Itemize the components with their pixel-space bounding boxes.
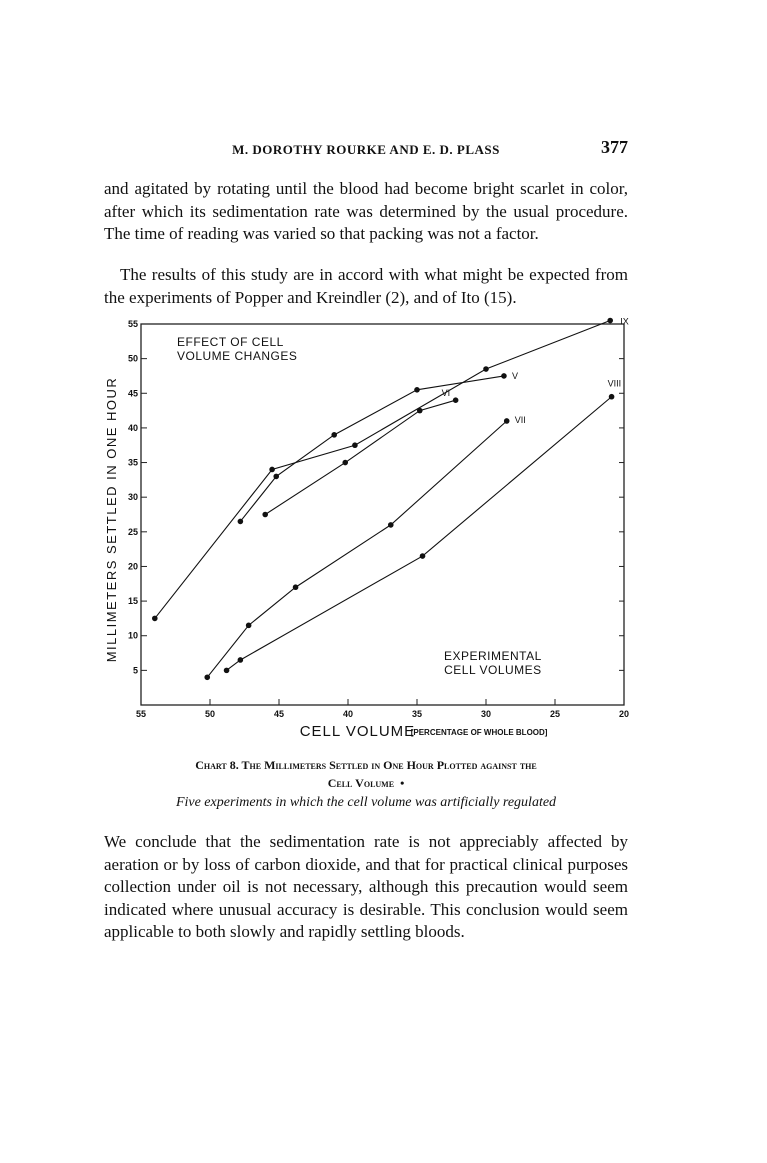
data-point [388, 522, 394, 528]
page-header [104, 137, 628, 163]
y-tick-label: 25 [127, 526, 138, 537]
data-point [293, 584, 299, 590]
x-tick-label: 40 [342, 709, 354, 719]
series-label-vi: VI [441, 388, 451, 399]
caption-line-2: Cell Volume [327, 776, 395, 790]
data-point [417, 408, 423, 414]
paragraph-3: We conclude that the sedimentation rate is not appreciably affected by aeration or by loss of carbon dioxide, and that for practical clinical purposes collection under oil is not necessary, although this precaution would seem indicated where unusual accuracy is desirable. This conclusion would seem applicable to both slowly and rapidly settling bloods. [104, 832, 628, 941]
y-tick-label: 20 [127, 561, 138, 572]
annotation-top-line: VOLUME CHANGES [177, 349, 298, 363]
x-tick-label: 55 [135, 709, 147, 719]
data-point [609, 394, 615, 400]
data-point [262, 512, 268, 518]
y-axis-label: MILLIMETERS SETTLED IN ONE HOUR [104, 376, 119, 663]
paragraph-2: The results of this study are in accord with what might be expected from the experiments of Popper and Kreindler (2), and of Ito (15). [104, 265, 628, 307]
data-point [420, 553, 426, 559]
paragraph-1: and agitated by rotating until the blood had become bright scarlet in color, after which its sedimentation rate was determined by the usual procedure. The time of reading was varied so that packing was not a factor. [104, 179, 628, 243]
y-tick-label: 55 [127, 319, 138, 329]
y-tick-label: 50 [127, 353, 138, 364]
series-label-viii: VIII [607, 378, 622, 389]
series-label-ix: IX [620, 316, 629, 327]
x-tick-label: 25 [549, 709, 561, 719]
series-line-vii [207, 421, 506, 677]
x-tick-label: 20 [618, 709, 630, 719]
data-point [607, 318, 613, 324]
x-axis-sublabel: [PERCENTAGE OF WHOLE BLOOD] [410, 728, 548, 737]
x-tick-label: 45 [273, 709, 285, 719]
data-point [501, 373, 507, 379]
annotation-top-line: EFFECT OF CELL [177, 335, 284, 349]
chart-svg [88, 310, 648, 750]
x-tick-label: 50 [204, 709, 216, 719]
series-line-ix [155, 321, 610, 619]
chart-subtitle: Five experiments in which the cell volume was artificially regulated [175, 795, 557, 810]
annotation-bottom-line: EXPERIMENTAL [443, 648, 542, 663]
series-line-vi [265, 400, 455, 514]
y-tick-label: 15 [127, 596, 138, 607]
data-point [269, 467, 275, 473]
data-point [152, 616, 158, 622]
series-line-v [240, 376, 504, 521]
data-point [238, 519, 244, 525]
data-point [414, 387, 420, 393]
running-head: M. DOROTHY ROURKE AND E. D. PLASS [232, 142, 500, 157]
data-point [273, 474, 279, 480]
data-point [246, 623, 252, 629]
x-tick-label: 30 [480, 709, 492, 719]
data-point [352, 442, 358, 448]
data-point [342, 460, 348, 466]
y-tick-label: 10 [127, 630, 138, 641]
data-point [453, 397, 459, 403]
y-tick-label: 30 [127, 492, 138, 503]
y-tick-label: 45 [127, 388, 138, 399]
annotation-bottom-line: CELL VOLUMES [444, 662, 542, 677]
page-number: 377 [601, 137, 628, 157]
y-tick-label: 40 [127, 422, 138, 433]
data-point [238, 657, 244, 663]
data-point [504, 418, 510, 424]
plot-frame [141, 324, 624, 705]
caption-bullet: • [397, 776, 405, 790]
y-tick-label: 5 [132, 665, 138, 676]
chart-8 [88, 310, 648, 750]
series-label-v: V [511, 370, 518, 381]
series-label-vii: VII [514, 414, 526, 425]
data-point [483, 366, 489, 372]
y-tick-label: 35 [127, 457, 138, 468]
data-point [331, 432, 337, 438]
series-line-viii [227, 397, 612, 671]
x-tick-label: 35 [411, 709, 423, 719]
x-axis-label: CELL VOLUME [299, 723, 416, 740]
data-point [204, 674, 210, 680]
data-point [224, 668, 230, 674]
caption-line-1: Chart 8. The Millimeters Settled in One Hour Plotted against the [195, 758, 537, 772]
chart-caption [104, 756, 628, 792]
